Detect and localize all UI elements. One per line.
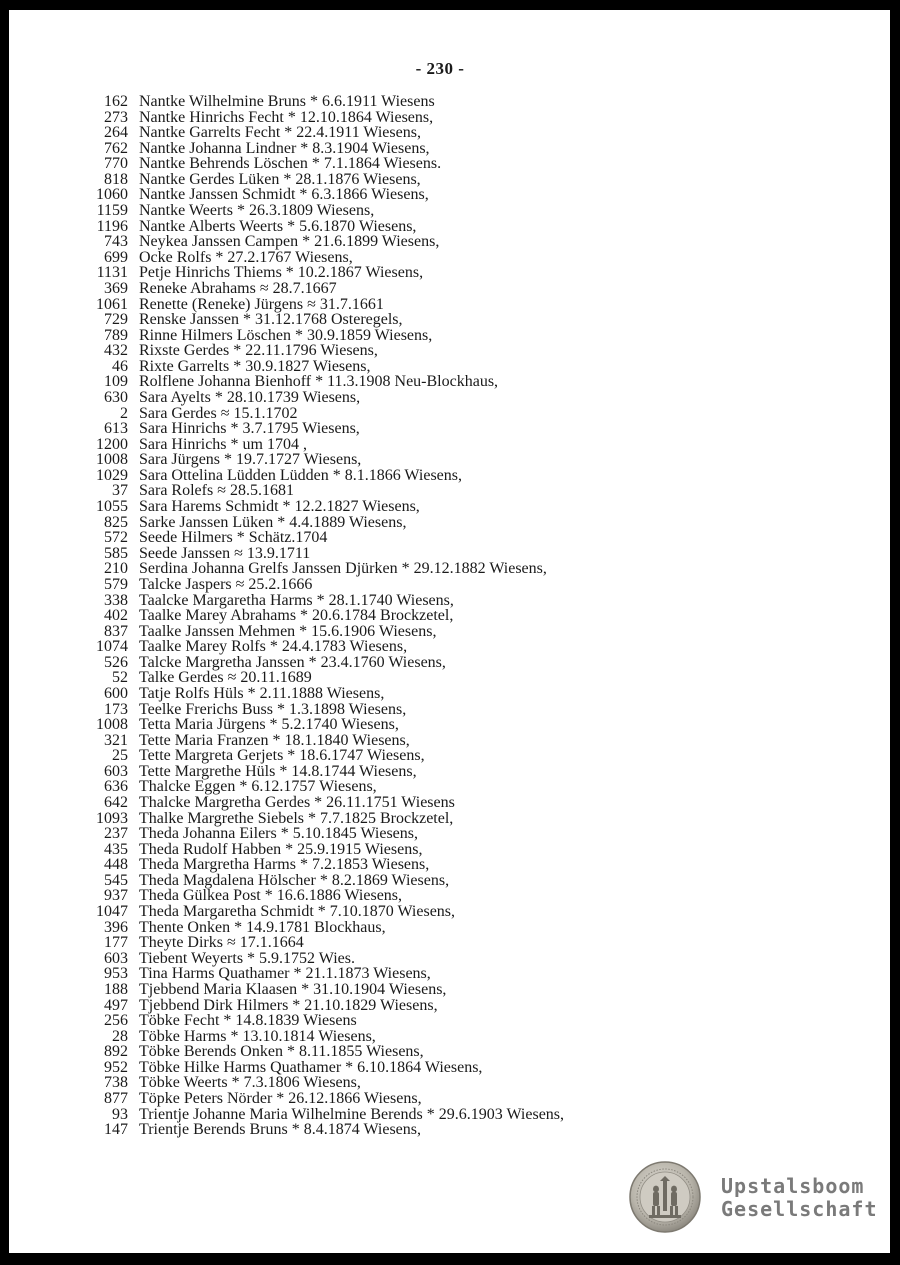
society-seal-block xyxy=(629,1161,878,1233)
entry-row xyxy=(60,94,760,110)
entry-number: 28 xyxy=(112,1027,128,1045)
entry-text: Nantke Wilhelmine Bruns * 6.6.1911 Wiesens xyxy=(139,93,435,110)
entry-text: Nantke Garrelts Fecht * 22.4.1911 Wiesens, xyxy=(139,124,421,142)
entry-text: Serdina Johanna Grelfs Janssen Djürken * 29.12.1882 Wiesens, xyxy=(139,560,547,578)
entry-text: Sarke Janssen Lüken * 4.4.1889 Wiesens, xyxy=(139,513,407,531)
entry-row xyxy=(60,888,760,904)
entry-row xyxy=(60,873,760,889)
entry-row xyxy=(60,499,760,515)
entry-text: Tette Margreta Gerjets * 18.6.1747 Wiesens, xyxy=(139,747,425,765)
entry-row xyxy=(60,250,760,266)
entry-number: 603 xyxy=(104,949,128,967)
entry-row xyxy=(60,328,760,344)
entry-row xyxy=(60,265,760,281)
entry-row xyxy=(60,670,760,686)
entry-number: 1093 xyxy=(96,809,128,827)
entry-row xyxy=(60,312,760,328)
entry-row xyxy=(60,655,760,671)
entry-number: 743 xyxy=(104,233,128,251)
entry-text: Tjebbend Dirk Hilmers * 21.10.1829 Wiesens, xyxy=(139,996,438,1014)
entry-text: Talcke Jaspers ≈ 25.2.1666 xyxy=(139,575,313,593)
entry-row xyxy=(60,702,760,718)
entry-text: Sara Hinrichs * um 1704 , xyxy=(139,435,307,453)
entry-text: Theda Gülkea Post * 16.6.1886 Wiesens, xyxy=(139,887,403,905)
entry-row xyxy=(60,639,760,655)
entry-number: 545 xyxy=(104,871,128,889)
entry-text: Seede Janssen ≈ 13.9.1711 xyxy=(139,544,311,562)
entry-text: Teelke Frerichs Buss * 1.3.1898 Wiesens, xyxy=(139,700,407,718)
entry-row xyxy=(60,717,760,733)
entry-number: 46 xyxy=(112,357,128,375)
entry-number: 762 xyxy=(104,139,128,157)
entry-number: 1159 xyxy=(96,202,128,220)
entry-text: Taalke Janssen Mehmen * 15.6.1906 Wiesens, xyxy=(139,622,437,640)
entry-row xyxy=(60,343,760,359)
entry-number: 369 xyxy=(104,279,128,297)
entry-number: 37 xyxy=(112,482,128,500)
entry-text: Nantke Hinrichs Fecht * 12.10.1864 Wiesens, xyxy=(139,108,434,126)
entry-row xyxy=(60,219,760,235)
entry-row xyxy=(60,857,760,873)
entry-text: Theda Margretha Harms * 7.2.1853 Wiesens, xyxy=(139,856,430,874)
entry-text: Nantke Weerts * 26.3.1809 Wiesens, xyxy=(139,202,375,220)
society-name-line-1: Upstalsboom xyxy=(721,1174,865,1198)
entry-number: 402 xyxy=(104,607,128,625)
entry-number: 432 xyxy=(104,342,128,360)
entry-row xyxy=(60,1029,760,1045)
entry-number: 1008 xyxy=(96,451,128,469)
entry-number: 210 xyxy=(104,560,128,578)
entry-text: Talcke Margretha Janssen * 23.4.1760 Wiesens, xyxy=(139,653,446,671)
society-name-line-2: Gesellschaft xyxy=(721,1197,878,1221)
entry-text: Töbke Fecht * 14.8.1839 Wiesens xyxy=(139,1012,357,1030)
entry-text: Talke Gerdes ≈ 20.11.1689 xyxy=(139,669,312,687)
entry-text: Sara Ottelina Lüdden Lüdden * 8.1.1866 Wiesens, xyxy=(139,466,462,484)
entry-row xyxy=(60,1075,760,1091)
entry-text: Rixte Garrelts * 30.9.1827 Wiesens, xyxy=(139,357,371,375)
entry-number: 818 xyxy=(104,170,128,188)
entry-row xyxy=(60,935,760,951)
entry-text: Theda Rudolf Habben * 25.9.1915 Wiesens, xyxy=(139,840,423,858)
entry-text: Neykea Janssen Campen * 21.6.1899 Wiesens, xyxy=(139,233,440,251)
entry-row xyxy=(60,1122,760,1138)
entry-text: Nantke Johanna Lindner * 8.3.1904 Wiesens, xyxy=(139,139,430,157)
entry-row xyxy=(60,187,760,203)
entry-text: Sara Harems Schmidt * 12.2.1827 Wiesens, xyxy=(139,498,420,516)
entry-row xyxy=(60,1091,760,1107)
entry-row xyxy=(60,530,760,546)
entry-row xyxy=(60,608,760,624)
entry-row xyxy=(60,281,760,297)
entry-text: Taalke Marey Abrahams * 20.6.1784 Brockzetel, xyxy=(139,607,454,625)
entry-number: 825 xyxy=(104,513,128,531)
entry-text: Nantke Behrends Löschen * 7.1.1864 Wiesens. xyxy=(139,155,442,173)
entry-number: 1200 xyxy=(96,435,128,453)
entry-row xyxy=(60,374,760,390)
entry-text: Töbke Berends Onken * 8.11.1855 Wiesens, xyxy=(139,1043,424,1061)
entry-text: Petje Hinrichs Thiems * 10.2.1867 Wiesens, xyxy=(139,264,424,282)
entry-text: Nantke Gerdes Lüken * 28.1.1876 Wiesens, xyxy=(139,170,421,188)
entry-number: 877 xyxy=(104,1090,128,1107)
entry-row xyxy=(60,842,760,858)
entry-number: 585 xyxy=(104,544,128,562)
entry-number: 273 xyxy=(104,108,128,126)
entry-row xyxy=(60,172,760,188)
entry-number: 448 xyxy=(104,856,128,874)
entry-number: 162 xyxy=(104,93,128,110)
entry-number: 837 xyxy=(104,622,128,640)
seal-icon xyxy=(629,1161,701,1233)
society-name xyxy=(721,1175,878,1221)
entry-number: 264 xyxy=(104,124,128,142)
entry-text: Tette Margrethe Hüls * 14.8.1744 Wiesens, xyxy=(139,762,417,780)
entry-row xyxy=(60,203,760,219)
entry-row xyxy=(60,1013,760,1029)
entry-row xyxy=(60,390,760,406)
entry-number: 892 xyxy=(104,1043,128,1061)
entry-text: Tiebent Weyerts * 5.9.1752 Wies. xyxy=(139,949,355,967)
entry-number: 256 xyxy=(104,1012,128,1030)
entry-row xyxy=(60,546,760,562)
entry-row xyxy=(60,406,760,422)
entry-number: 636 xyxy=(104,778,128,796)
entry-text: Tina Harms Quathamer * 21.1.1873 Wiesens, xyxy=(139,965,431,983)
page-number: - 230 - xyxy=(415,59,465,78)
entry-row xyxy=(60,966,760,982)
entry-number: 338 xyxy=(104,591,128,609)
entry-row xyxy=(60,234,760,250)
entry-text: Sara Ayelts * 28.10.1739 Wiesens, xyxy=(139,388,361,406)
entry-text: Töbke Harms * 13.10.1814 Wiesens, xyxy=(139,1027,376,1045)
entry-number: 937 xyxy=(104,887,128,905)
entry-number: 630 xyxy=(104,388,128,406)
entry-text: Rixste Gerdes * 22.11.1796 Wiesens, xyxy=(139,342,378,360)
entry-text: Theda Magdalena Hölscher * 8.2.1869 Wiesens, xyxy=(139,871,450,889)
entry-number: 1131 xyxy=(96,264,128,282)
entry-row xyxy=(60,421,760,437)
entry-number: 2 xyxy=(120,404,128,422)
entry-row xyxy=(60,156,760,172)
entry-text: Tette Maria Franzen * 18.1.1840 Wiesens, xyxy=(139,731,410,749)
entry-row xyxy=(60,811,760,827)
entry-number: 177 xyxy=(104,934,128,952)
entry-row xyxy=(60,437,760,453)
entry-row xyxy=(60,904,760,920)
entry-text: Taalke Marey Rolfs * 24.4.1783 Wiesens, xyxy=(139,638,408,656)
entry-text: Theda Johanna Eilers * 5.10.1845 Wiesens, xyxy=(139,825,418,843)
entry-row xyxy=(60,748,760,764)
entry-row xyxy=(60,110,760,126)
entry-number: 579 xyxy=(104,575,128,593)
entry-number: 188 xyxy=(104,980,128,998)
entry-row xyxy=(60,483,760,499)
entry-text: Renette (Reneke) Jürgens ≈ 31.7.1661 xyxy=(139,295,384,313)
entry-text: Töbke Hilke Harms Quathamer * 6.10.1864 Wiesens, xyxy=(139,1058,483,1076)
entry-text: Sara Jürgens * 19.7.1727 Wiesens, xyxy=(139,451,362,469)
entry-number: 237 xyxy=(104,825,128,843)
entry-number: 729 xyxy=(104,311,128,329)
entry-text: Thalke Margrethe Siebels * 7.7.1825 Brockzetel, xyxy=(139,809,454,827)
entry-number: 603 xyxy=(104,762,128,780)
entry-text: Trientje Berends Bruns * 8.4.1874 Wiesens, xyxy=(139,1121,422,1139)
entry-number: 173 xyxy=(104,700,128,718)
entry-row xyxy=(60,1044,760,1060)
entry-number: 497 xyxy=(104,996,128,1014)
entry-number: 1008 xyxy=(96,716,128,734)
entry-text: Thente Onken * 14.9.1781 Blockhaus, xyxy=(139,918,386,936)
entry-text: Theyte Dirks ≈ 17.1.1664 xyxy=(139,934,304,952)
entry-number: 600 xyxy=(104,684,128,702)
entry-number: 789 xyxy=(104,326,128,344)
entry-row xyxy=(60,125,760,141)
entry-number: 1196 xyxy=(96,217,128,235)
entry-number: 699 xyxy=(104,248,128,266)
entry-row xyxy=(60,1107,760,1123)
entry-number: 93 xyxy=(112,1105,128,1123)
entry-number: 953 xyxy=(104,965,128,983)
entry-text: Rinne Hilmers Löschen * 30.9.1859 Wiesens, xyxy=(139,326,433,344)
entry-row xyxy=(60,141,760,157)
entry-number: 642 xyxy=(104,794,128,812)
entry-row xyxy=(60,826,760,842)
entry-row xyxy=(60,624,760,640)
entry-text: Reneke Abrahams ≈ 28.7.1667 xyxy=(139,279,337,297)
entry-row xyxy=(60,764,760,780)
entry-row xyxy=(60,795,760,811)
entry-text: Taalcke Margaretha Harms * 28.1.1740 Wiesens, xyxy=(139,591,454,609)
entry-text: Theda Margaretha Schmidt * 7.10.1870 Wiesens, xyxy=(139,903,456,921)
entry-number: 1029 xyxy=(96,466,128,484)
entry-text: Ocke Rolfs * 27.2.1767 Wiesens, xyxy=(139,248,353,266)
entry-text: Töbke Weerts * 7.3.1806 Wiesens, xyxy=(139,1074,361,1092)
entry-row xyxy=(60,359,760,375)
entry-number: 435 xyxy=(104,840,128,858)
entry-row xyxy=(60,951,760,967)
entry-text: Sara Gerdes ≈ 15.1.1702 xyxy=(139,404,298,422)
entry-text: Tjebbend Maria Klaasen * 31.10.1904 Wiesens, xyxy=(139,980,447,998)
entry-text: Nantke Alberts Weerts * 5.6.1870 Wiesens, xyxy=(139,217,417,235)
entry-text: Tatje Rolfs Hüls * 2.11.1888 Wiesens, xyxy=(139,684,385,702)
entry-row xyxy=(60,468,760,484)
entry-number: 613 xyxy=(104,420,128,438)
entry-text: Sara Hinrichs * 3.7.1795 Wiesens, xyxy=(139,420,360,438)
entry-number: 770 xyxy=(104,155,128,173)
entry-list xyxy=(60,94,760,1138)
entry-number: 1074 xyxy=(96,638,128,656)
entry-number: 1061 xyxy=(96,295,128,313)
entry-text: Nantke Janssen Schmidt * 6.3.1866 Wiesens, xyxy=(139,186,429,204)
entry-number: 952 xyxy=(104,1058,128,1076)
entry-row xyxy=(60,920,760,936)
entry-number: 572 xyxy=(104,529,128,547)
entry-number: 1047 xyxy=(96,903,128,921)
entry-row xyxy=(60,998,760,1014)
entry-row xyxy=(60,779,760,795)
entry-text: Seede Hilmers * Schätz.1704 xyxy=(139,529,328,547)
entry-number: 321 xyxy=(104,731,128,749)
entry-text: Trientje Johanne Maria Wilhelmine Berends * 29.6.1903 Wiesens, xyxy=(139,1105,565,1123)
entry-text: Rolflene Johanna Bienhoff * 11.3.1908 Neu-Blockhaus, xyxy=(139,373,499,391)
entry-row xyxy=(60,686,760,702)
entry-row xyxy=(60,982,760,998)
entry-number: 147 xyxy=(104,1121,128,1139)
entry-text: Sara Rolefs ≈ 28.5.1681 xyxy=(139,482,294,500)
entry-row xyxy=(60,733,760,749)
entry-text: Renske Janssen * 31.12.1768 Osteregels, xyxy=(139,311,403,329)
entry-text: Thalcke Margretha Gerdes * 26.11.1751 Wiesens xyxy=(139,794,455,812)
entry-number: 109 xyxy=(104,373,128,391)
entry-number: 1060 xyxy=(96,186,128,204)
entry-row xyxy=(60,297,760,313)
entry-row xyxy=(60,515,760,531)
entry-row xyxy=(60,1060,760,1076)
entry-row xyxy=(60,577,760,593)
entry-row xyxy=(60,561,760,577)
entry-row xyxy=(60,452,760,468)
entry-number: 526 xyxy=(104,653,128,671)
entry-text: Thalcke Eggen * 6.12.1757 Wiesens, xyxy=(139,778,377,796)
entry-number: 1055 xyxy=(96,498,128,516)
entry-text: Tetta Maria Jürgens * 5.2.1740 Wiesens, xyxy=(139,716,399,734)
entry-number: 25 xyxy=(112,747,128,765)
entry-number: 396 xyxy=(104,918,128,936)
entry-text: Töpke Peters Nörder * 26.12.1866 Wiesens, xyxy=(139,1090,422,1107)
entry-number: 52 xyxy=(112,669,128,687)
entry-number: 738 xyxy=(104,1074,128,1092)
entry-row xyxy=(60,593,760,609)
